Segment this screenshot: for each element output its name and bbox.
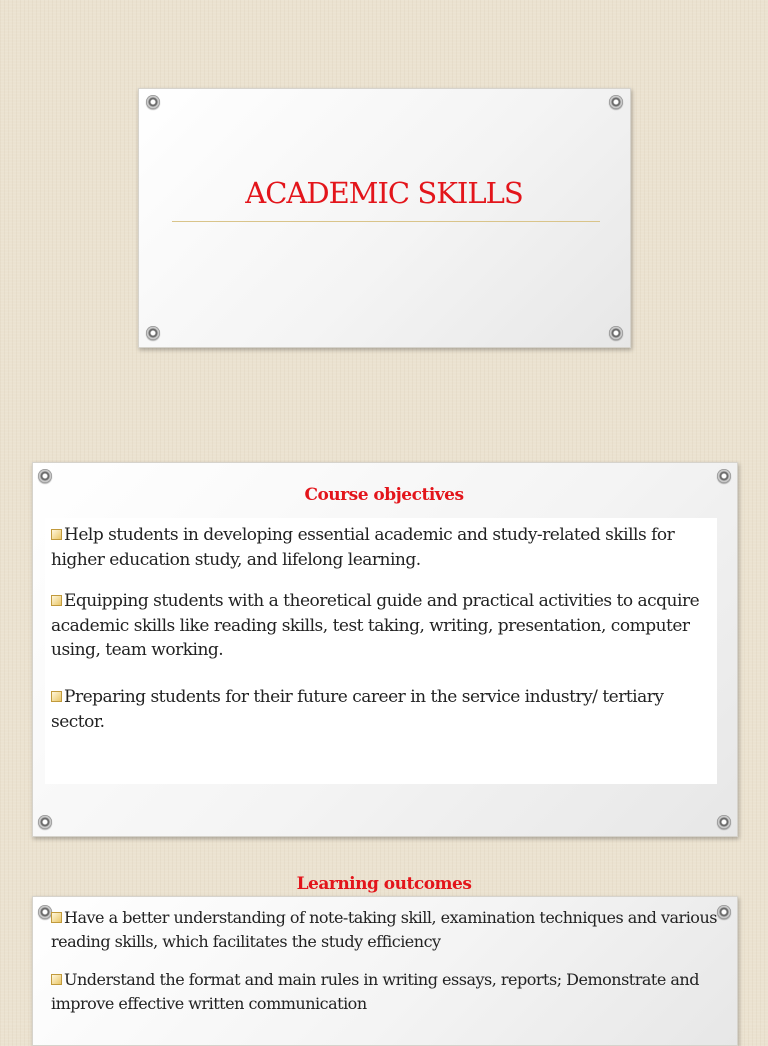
section-title-course-objectives: Course objectives	[304, 485, 464, 505]
screw-icon	[146, 326, 160, 340]
screw-icon	[717, 469, 731, 483]
bullet-square-icon	[51, 974, 62, 985]
screw-icon	[38, 469, 52, 483]
objective-bullet-1: Help students in developing essential academic and study-related skills for higher education study, and lifelong learning.	[51, 525, 675, 570]
screw-icon	[609, 326, 623, 340]
outcome-bullet-2: Understand the format and main rules in writing essays, reports; Demonstrate and improve effective written communication	[51, 970, 699, 1013]
objective-bullet-3: Preparing students for their future career in the service industry/ tertiary sector.	[51, 687, 664, 732]
slide-title: ACADEMIC SKILLS	[245, 176, 523, 210]
bullet-square-icon	[51, 691, 62, 702]
title-slide-card	[138, 88, 631, 348]
bullet-square-icon	[51, 529, 62, 540]
bullet-square-icon	[51, 912, 62, 923]
screw-icon	[38, 905, 52, 919]
title-divider	[172, 221, 600, 222]
screw-icon	[38, 815, 52, 829]
section-title-learning-outcomes: Learning outcomes	[296, 874, 472, 894]
screw-icon	[717, 815, 731, 829]
outcome-bullet-1: Have a better understanding of note-taking skill, examination techniques and various reading skills, which facilitates the study efficiency	[51, 908, 717, 951]
objective-bullet-2: Equipping students with a theoretical guide and practical activities to acquire academic skills like reading skills, test taking, writing, presentation, computer using, team working.	[51, 591, 700, 661]
bullet-square-icon	[51, 595, 62, 606]
screw-icon	[609, 95, 623, 109]
screw-icon	[146, 95, 160, 109]
